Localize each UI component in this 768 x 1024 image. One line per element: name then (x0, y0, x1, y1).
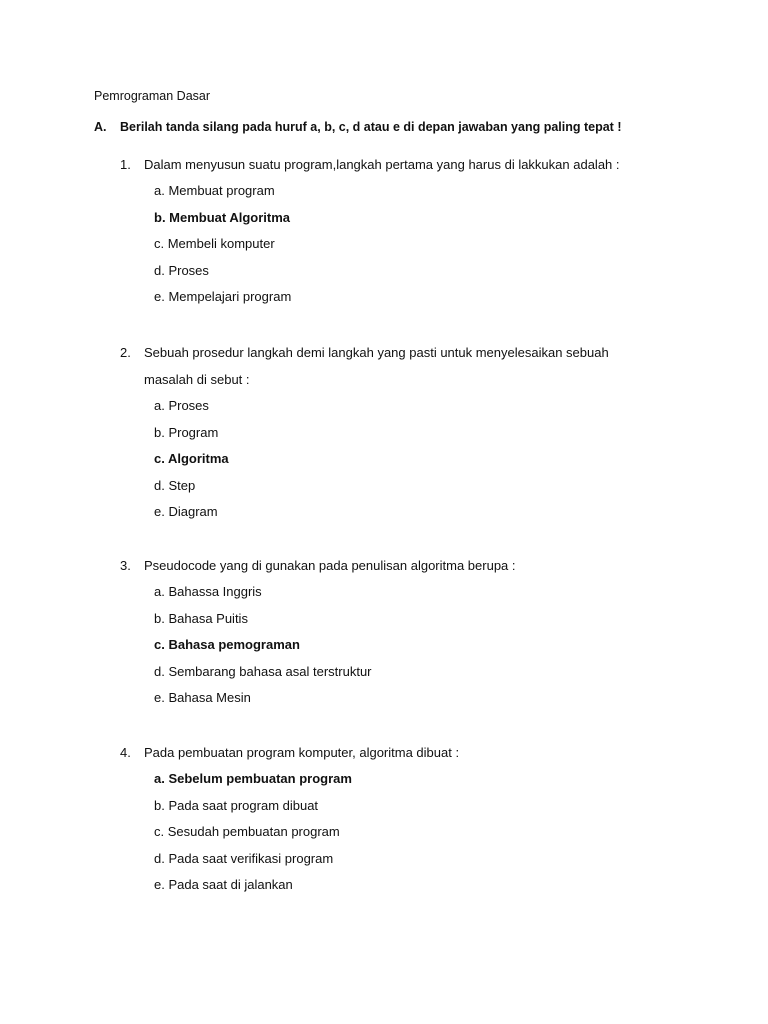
question-text: Pseudocode yang di gunakan pada penulisan algoritma berupa : (144, 558, 516, 573)
option-c[interactable]: c. Sesudah pembuatan program (154, 824, 340, 840)
question-1 (120, 151, 680, 311)
question-number: 2. (120, 345, 131, 360)
option-a[interactable]: a. Bahassa Inggris (154, 584, 262, 599)
question-4 (120, 739, 680, 899)
section-heading (94, 118, 621, 136)
option-a[interactable]: a. Sebelum pembuatan program (154, 771, 352, 786)
option-d[interactable]: d. Step (154, 477, 196, 493)
options-list (120, 178, 680, 311)
question-line (120, 366, 680, 393)
option-c[interactable]: c. Algoritma (154, 451, 229, 467)
option-d[interactable]: d. Pada saat verifikasi program (154, 850, 334, 866)
section-instruction: Berilah tanda silang pada huruf a, b, c, d atau e di depan jawaban yang paling tepat ! (120, 120, 622, 134)
option-d[interactable]: d. Sembarang bahasa asal terstruktur (154, 663, 372, 679)
options-list (120, 766, 680, 899)
question-line (120, 552, 680, 579)
question-text: Dalam menyusun suatu program,langkah pertama yang harus di lakkukan adalah : (144, 157, 620, 172)
question-text: Sebuah prosedur langkah demi langkah yang pasti untuk menyelesaikan sebuah (144, 345, 609, 360)
question-number: 4. (120, 745, 131, 760)
question-line (120, 151, 680, 178)
question-text: Pada pembuatan program komputer, algoritma dibuat : (144, 745, 460, 760)
option-b[interactable]: b. Membuat Algoritma (154, 209, 291, 225)
question-3 (120, 552, 680, 712)
options-list (120, 579, 680, 712)
question-number: 1. (120, 157, 131, 172)
question-line (120, 339, 680, 366)
document-title: Pemrograman Dasar (94, 89, 211, 103)
question-2 (120, 339, 680, 526)
option-b[interactable]: b. Pada saat program dibuat (154, 797, 319, 813)
question-text-continued: masalah di sebut : (144, 372, 250, 387)
option-e[interactable]: e. Diagram (154, 504, 218, 520)
question-line (120, 739, 680, 766)
option-c[interactable]: c. Membeli komputer (154, 236, 275, 252)
option-a[interactable]: a. Proses (154, 398, 209, 413)
option-e[interactable]: e. Bahasa Mesin (154, 690, 251, 706)
option-d[interactable]: d. Proses (154, 262, 209, 278)
option-e[interactable]: e. Pada saat di jalankan (154, 877, 293, 893)
option-e[interactable]: e. Mempelajari program (154, 289, 292, 305)
options-list (120, 393, 680, 526)
option-b[interactable]: b. Program (154, 424, 219, 440)
option-a[interactable]: a. Membuat program (154, 183, 275, 198)
section-letter: A. (94, 120, 107, 134)
option-c[interactable]: c. Bahasa pemograman (154, 637, 300, 653)
question-number: 3. (120, 558, 131, 573)
option-b[interactable]: b. Bahasa Puitis (154, 610, 248, 626)
